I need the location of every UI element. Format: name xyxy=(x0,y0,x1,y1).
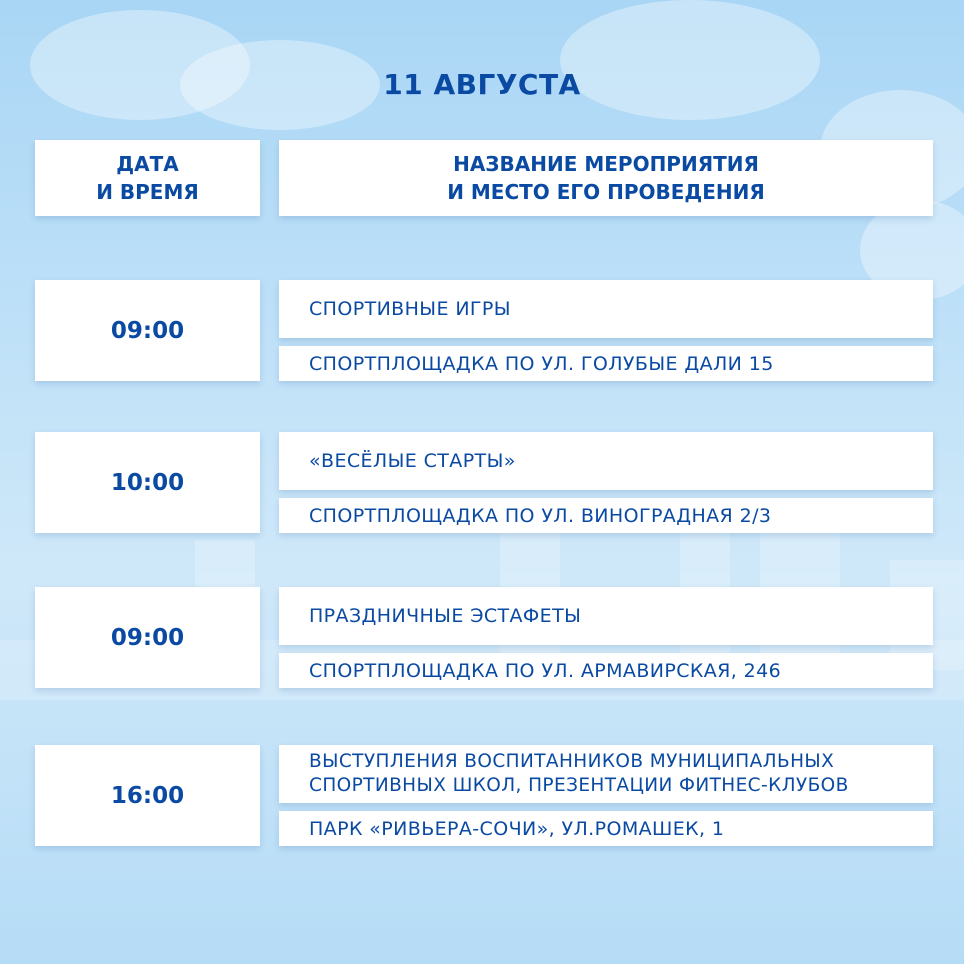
header-event-place: НАЗВАНИЕ МЕРОПРИЯТИЯ И МЕСТО ЕГО ПРОВЕДЕНИЯ xyxy=(279,140,933,216)
event-time: 10:00 xyxy=(35,432,260,533)
event-name: ВЫСТУПЛЕНИЯ ВОСПИТАННИКОВ МУНИЦИПАЛЬНЫХ СПОРТИВНЫХ ШКОЛ, ПРЕЗЕНТАЦИИ ФИТНЕС-КЛУБОВ xyxy=(279,745,933,803)
page-title: 11 АВГУСТА xyxy=(383,68,581,101)
event-place: СПОРТПЛОЩАДКА ПО УЛ. АРМАВИРСКАЯ, 246 xyxy=(279,653,933,688)
event-name: ПРАЗДНИЧНЫЕ ЭСТАФЕТЫ xyxy=(279,587,933,645)
cloud xyxy=(30,10,250,120)
header-date-time: ДАТА И ВРЕМЯ xyxy=(35,140,260,216)
event-name: «ВЕСЁЛЫЕ СТАРТЫ» xyxy=(279,432,933,490)
event-time: 09:00 xyxy=(35,280,260,381)
event-name: СПОРТИВНЫЕ ИГРЫ xyxy=(279,280,933,338)
event-place: СПОРТПЛОЩАДКА ПО УЛ. ВИНОГРАДНАЯ 2/3 xyxy=(279,498,933,533)
event-place: СПОРТПЛОЩАДКА ПО УЛ. ГОЛУБЫЕ ДАЛИ 15 xyxy=(279,346,933,381)
event-time: 09:00 xyxy=(35,587,260,688)
cloud xyxy=(560,0,820,120)
event-place: ПАРК «РИВЬЕРА-СОЧИ», УЛ.РОМАШЕК, 1 xyxy=(279,811,933,846)
event-time: 16:00 xyxy=(35,745,260,846)
